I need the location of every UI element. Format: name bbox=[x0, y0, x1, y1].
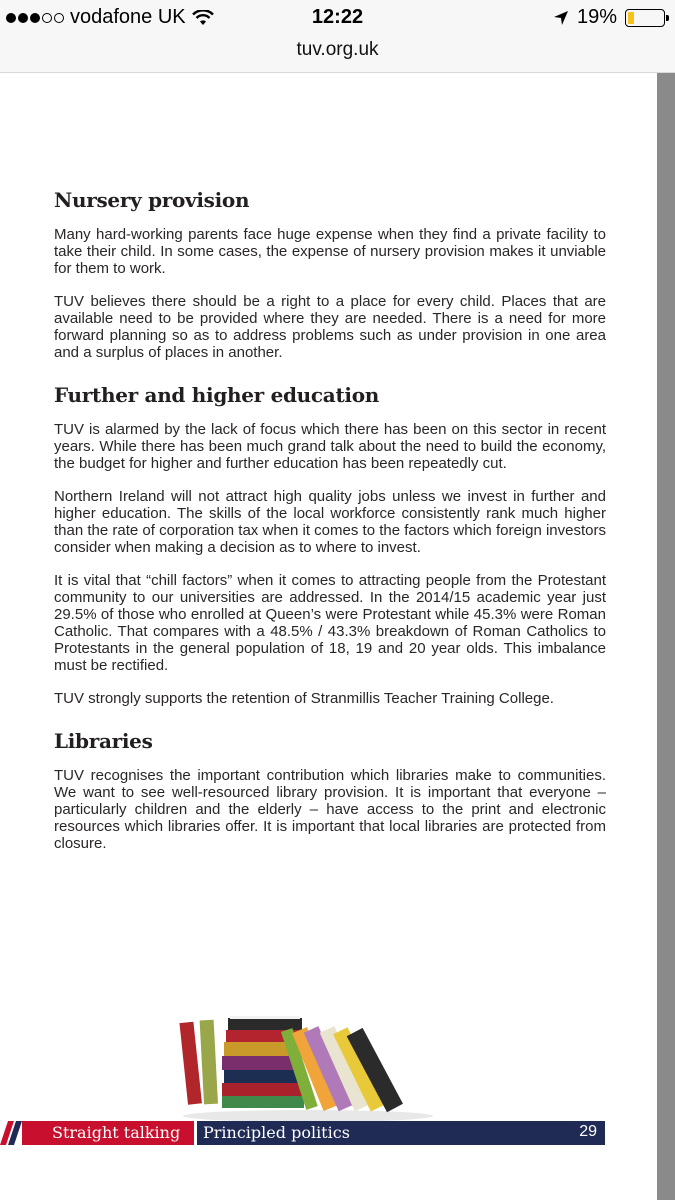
section-further-higher-education bbox=[54, 383, 606, 707]
page-number: 29 bbox=[579, 1123, 597, 1140]
paragraph: TUV recognises the important contribution which libraries make to communities. We want to see well-resourced library provision. It is important that everyone – particularly children and the elderly – have access to the print and electronic resources which libraries offer. It is important that local libraries are protected from closure. bbox=[54, 767, 606, 852]
books-illustration bbox=[178, 1012, 438, 1122]
page-edge bbox=[657, 73, 675, 1200]
paragraph: TUV believes there should be a right to a place for every child. Places that are available need to be provided where they are needed. There is a need for more forward planning so as to address problems such as under provision in one area and a surplus of places in another. bbox=[54, 293, 606, 361]
paragraph: It is vital that “chill factors” when it comes to attracting people from the Protestant community to our universities are addressed. In the 2014/15 academic year just 29.5% of those who enrolled at Queen’s were Protestant while 45.3% were Roman Catholic. That compares with a 48.5% / 43.3% breakdown of Roman Catholics to Protestants in the general population of 18, 19 and 20 year olds. This imbalance must be rectified. bbox=[54, 572, 606, 674]
document-content bbox=[54, 188, 606, 874]
paragraph: Northern Ireland will not attract high quality jobs unless we invest in further and higher education. The skills of the local workforce consistently rank much higher than the rate of corporation tax when it comes to the factors which foreign investors consider when making a decision as to where to invest. bbox=[54, 488, 606, 556]
carrier-name: vodafone UK bbox=[70, 6, 186, 28]
location-arrow-icon bbox=[553, 10, 569, 26]
status-right bbox=[553, 6, 665, 29]
paragraph: Many hard-working parents face huge expense when they find a private facility to take their child. In some cases, the expense of nursery provision makes it unviable for them to work. bbox=[54, 226, 606, 277]
footer-right-band bbox=[197, 1121, 605, 1145]
url-text[interactable]: tuv.org.uk bbox=[296, 39, 379, 60]
status-bar bbox=[0, 0, 675, 36]
stripe-decoration bbox=[0, 1121, 24, 1145]
paragraph: TUV is alarmed by the lack of focus which there has been on this sector in recent years. While there has been much grand talk about the need to build the economy, the budget for higher and further education has been repeatedly cut. bbox=[54, 421, 606, 472]
section-heading: Further and higher education bbox=[54, 383, 379, 407]
address-bar[interactable] bbox=[0, 36, 675, 73]
battery-percent: 19% bbox=[576, 6, 617, 28]
section-heading: Libraries bbox=[54, 729, 153, 753]
footer-left-label: Straight talking bbox=[52, 1123, 181, 1142]
footer-right-label: Principled politics bbox=[203, 1123, 350, 1142]
section-heading: Nursery provision bbox=[54, 188, 250, 212]
paragraph: TUV strongly supports the retention of Stranmillis Teacher Training College. bbox=[54, 690, 554, 707]
section-nursery-provision bbox=[54, 188, 606, 361]
battery-icon bbox=[625, 9, 665, 27]
footer-left-band bbox=[22, 1121, 194, 1145]
section-libraries bbox=[54, 729, 606, 852]
status-time: 12:22 bbox=[311, 6, 364, 28]
footer-banner bbox=[0, 1121, 605, 1145]
